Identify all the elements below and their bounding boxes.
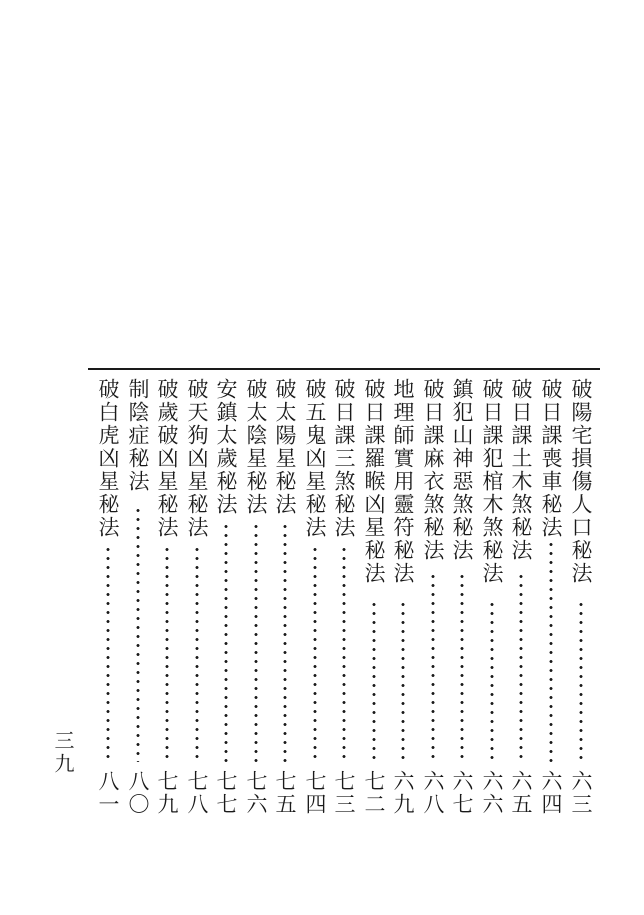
toc-page-number: 七八 (185, 770, 209, 816)
dot-leader (194, 545, 200, 762)
toc-entry-title: 破日課三煞秘法 (332, 378, 356, 539)
dot-leader (312, 545, 318, 762)
toc-page-number: 六三 (569, 770, 593, 816)
toc-entry-title: 破天狗凶星秘法 (185, 378, 209, 539)
dot-leader (341, 545, 347, 762)
toc-page-number: 七九 (155, 770, 179, 816)
dot-leader (105, 545, 111, 762)
toc-page-number: 七二 (362, 770, 386, 816)
toc-page-number: 六九 (391, 770, 415, 816)
toc-entry-title: 破日課麻衣煞秘法 (421, 378, 445, 562)
toc-page-number: 七三 (332, 770, 356, 816)
toc-page-number: 六七 (450, 770, 474, 816)
dot-leader (371, 600, 377, 762)
toc-page-number: 八一 (96, 770, 120, 816)
toc-entry-title: 破五鬼凶星秘法 (303, 378, 327, 539)
toc-page-number: 七七 (214, 770, 238, 816)
toc-page-number: 七五 (273, 770, 297, 816)
toc-page-number: 六五 (509, 770, 533, 816)
dot-leader (135, 506, 141, 762)
toc-entry-title: 破日課犯棺木煞秘法 (480, 378, 504, 585)
toc-page-number: 七六 (244, 770, 268, 816)
toc-entry-title: 破日課羅睺凶星秘法 (362, 378, 386, 585)
toc-page-number: 六六 (480, 770, 504, 816)
dot-leader (400, 600, 406, 762)
toc-entry-title: 鎮犯山神惡煞秘法 (450, 378, 474, 562)
folio-page-number: 三九 (51, 730, 75, 776)
toc-page-number: 六四 (539, 770, 563, 816)
toc-entry-title: 地理師實用靈符秘法 (391, 378, 415, 585)
top-rule (88, 368, 600, 370)
dot-leader (282, 522, 288, 762)
toc-entry-title: 破陽宅損傷人口秘法 (569, 378, 593, 585)
toc-entry-title: 破太陰星秘法 (244, 378, 268, 516)
dot-leader (164, 545, 170, 762)
toc-entry-title: 破歲破凶星秘法 (155, 378, 179, 539)
dot-leader (548, 540, 554, 762)
dot-leader (459, 572, 465, 762)
dot-leader (430, 572, 436, 762)
toc-entry-title: 制陰症秘法 (126, 378, 150, 493)
dot-leader (223, 522, 229, 762)
toc-entry-title: 破太陽星秘法 (273, 378, 297, 516)
toc-entry-title: 破日課土木煞秘法 (509, 378, 533, 562)
dot-leader (578, 600, 584, 762)
dot-leader (253, 522, 259, 762)
toc-entry-title: 破日課喪車秘法 (539, 378, 563, 539)
toc-entry-title: 安鎮太歲秘法 (214, 378, 238, 516)
dot-leader (518, 572, 524, 762)
toc-page-number: 八〇 (126, 770, 150, 816)
toc-entry-title: 破白虎凶星秘法 (96, 378, 120, 539)
toc-page-number: 七四 (303, 770, 327, 816)
toc-page-number: 六八 (421, 770, 445, 816)
dot-leader (489, 600, 495, 762)
